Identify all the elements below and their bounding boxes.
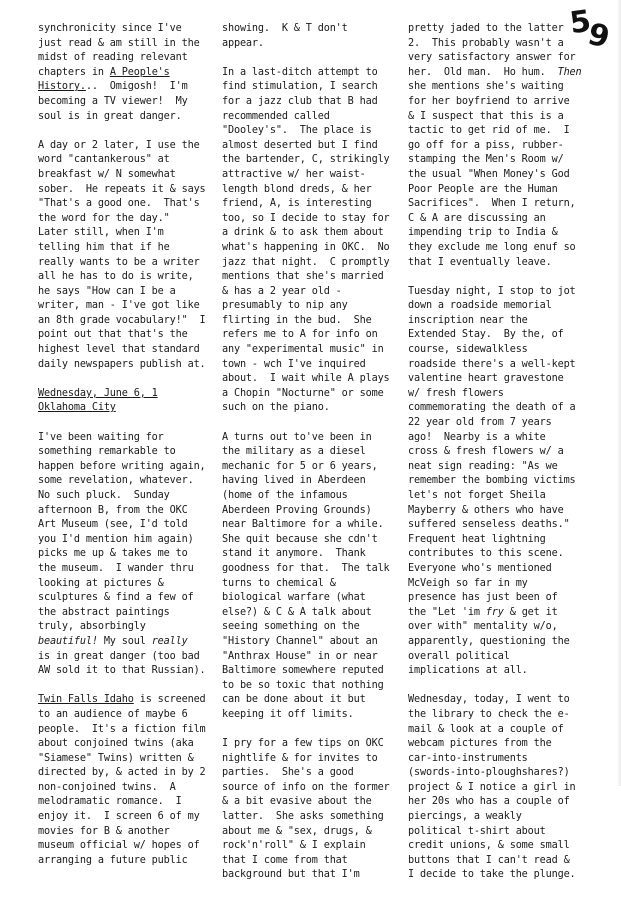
emphasis-text: really <box>151 635 188 647</box>
emphasis-text: Then <box>557 66 582 78</box>
paragraph-art-museum <box>38 431 213 679</box>
paragraph-text: synchronicity since I've just read & am still in the midst of reading relevant chapters in <box>38 23 200 78</box>
book-title-peoples-history: A People's History. <box>38 66 170 93</box>
paragraph-jazz-club: In a last-ditch attempt to find stimulation, I search for a jazz club that B had recommended called "Dooley's". The place is almost deserted but I find the bartender, C, strikingly attractive w/ her waist- length blond dreds, & her friend, A, is interesting too, so I decide to stay for a drink & to ask them about what's happening in OKC. No jazz that night. C promptly mentions that she's married & has a 2 year old - presumably to nip any flirting in the bud. She refers me to A for info on any "experimental music" in town - wch I've inquired about. I wait while A plays a Chopin "Nocturne" or some such on the piano. <box>222 66 390 414</box>
paragraph-text: .. Omigosh! I'm becoming a TV viewer! My soul is in great danger. <box>38 81 188 122</box>
page-edge-shadow <box>617 0 621 786</box>
column-middle <box>222 22 400 898</box>
emphasis-text: beautiful! <box>38 635 98 647</box>
emphasis-text: fry <box>485 606 504 618</box>
column-left <box>38 22 213 883</box>
page-number-digit-1: 5 <box>567 3 594 42</box>
paragraph-text: I've been waiting for something remarkable to happen before writing again, some revelation, whatever. No such pluck. Sunday afternoon B, from the OKC Art Museum (see, I'd told you I'd mention him again) picks me up & takes me to the museum. I wander thru looking at pictures & sculptures & find a few of the abstract paintings truly, absorbingly <box>38 431 206 633</box>
column-right <box>408 22 588 898</box>
paragraph-cantankerous: A day or 2 later, I use the word "cantankerous" at breakfast w/ N somewhat sober. He repeats it & says "That's a good one. That's the word for the day." Later still, when I'm telling him that if he really wants to be a writer all he has to do is write, he says "How can I be a writer, man - I've got like an 8th grade vocabulary!" I point out that that's the highest level that standard daily newspapers publish at. <box>38 139 206 370</box>
paragraph-text: pretty jaded to the latter 2. This probably wasn't a very satisfactory answer for her. Old man. Ho hum. <box>408 23 576 78</box>
paragraph-jaded <box>408 22 588 270</box>
paragraph-military: A turns out to've been in the military as a diesel mechanic for 5 or 6 years, having lived in Aberdeen (home of the infamous Aberdeen Proving Grounds) near Baltimore for a while. She quit because she cdn't stand it anymore. Thank goodness for that. The talk turns to chemical & biological warfare (what else?) & C & A talk about seeing something on the "History Channel" about an "Anthrax House" in or near Baltimore somewhere reputed to be so toxic that nothing can be done about it but keeping it off limits. <box>222 431 390 720</box>
paragraph-text: is in great danger (too bad AW sold it to that Russian). <box>38 650 206 677</box>
paragraph-showing: showing. K & T don't appear. <box>222 23 348 49</box>
film-title-twin-falls-idaho: Twin Falls Idaho <box>38 694 134 706</box>
paragraph-text: is screened to an audience of maybe 6 people. It's a fiction film about conjoined twins (aka "Siamese" Twins) written & directed by, & acted in by 2 non-conjoined twins. A melodramatic romance. I enjoy it. I screen 6 of my movies for B & another museum official w/ hopes of arranging a future public <box>38 694 206 866</box>
paragraph-nightlife: I pry for a few tips on OKC nightlife & for invites to parties. She's a good source of info on the former & a bit evasive about the latter. She asks something about me & "sex, drugs, & rock'n'roll" & I explain that I come from that background but that I'm <box>222 738 390 881</box>
page-number-digit-2: 9 <box>584 16 613 56</box>
paragraph-text: & get it over with" mentality w/o, apparently, questioning the overall political implications at all. <box>408 606 570 677</box>
paragraph-text: My soul <box>97 635 152 647</box>
paragraph-text: Tuesday night, I stop to jot down a roadside memorial inscription near the Extended Stay. By the, of course, sidewalkless roadside there's a well-kept valentine heart gravestone w/ fresh flowers commemorating the death of a 22 year old from 7 years ago! Nearby is a white cross & fresh flowers w/ a neat sign reading: "As we remember the bombing victims let's not forget Sheila Mayberry & others who have suffered senseless deaths." Frequent heat lightning contributes to this scene. Everyone who's mentioned McVeigh so far in my presence has just been of the "Let 'im <box>408 285 576 618</box>
paragraph-tv-viewer <box>38 22 213 124</box>
entry-date-heading: Wednesday, June 6, 1 Oklahoma City <box>38 387 158 414</box>
paragraph-roadside-memorial <box>408 285 588 679</box>
paragraph-text: she mentions she's waiting for her boyfriend to arrive & I suspect that this is a tactic to get rid of me. I go off for a piss, rubber- stamping the Men's Room w/ the usual "When Money's God Poor People are the Human Sacrifices". When I return, C & A are discussing an impending trip to India & they exclude me long enuf so that I eventually leave. <box>408 81 576 268</box>
paragraph-twin-falls <box>38 693 213 868</box>
paragraph-library: Wednesday, today, I went to the library to check the e- mail & look at a couple of webcam pictures from the car-into-instruments (swords-into-ploughshares?) project & I notice a girl in her 20s who has a couple of piercings, a weakly political t-shirt about credit unions, & some small buttons that I can't read & I decide to take the plunge. <box>408 694 576 881</box>
